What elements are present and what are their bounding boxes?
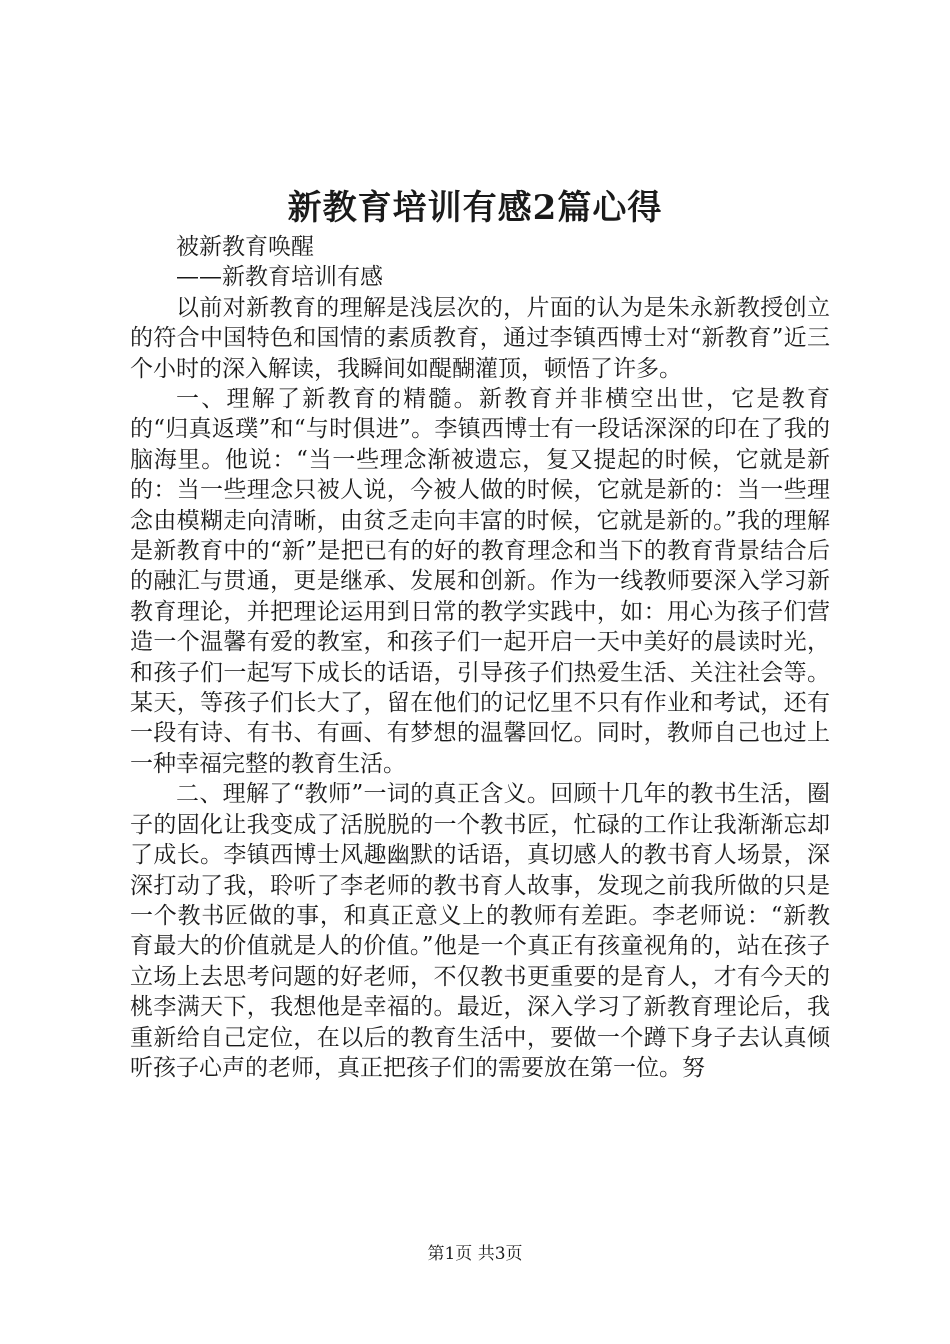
paragraph-list <box>130 293 830 1084</box>
document-heading: 被新教育唤醒 <box>176 234 314 260</box>
paragraph-3: 二、理解了“教师”一词的真正含义。回顾十几年的教书生活，圈子的固化让我变成了活脱脱的一个教书匠，忙碌的工作让我渐渐忘却了成长。李镇西博士风趣幽默的话语，真切感人的教书育人场景，深深打动了我，聆听了李老师的教书育人故事，发现之前我所做的只是一个教书匠做的事，和真正意义上的教师有差距。李老师说：“新教育最大的价值就是人的价值。”他是一个真正有孩童视角的，站在孩子立场上去思考问题的好老师，不仅教书更重要的是育人，才有今天的桃李满天下，我想他是幸福的。最近，深入学习了新教育理论后，我重新给自己定位，在以后的教育生活中，要做一个蹲下身子去认真倾听孩子心声的老师，真正把孩子们的需要放在第一位。努 <box>130 781 830 1081</box>
document-subheading: ——新教育培训有感 <box>176 264 383 291</box>
paragraph-1: 以前对新教育的理解是浅层次的，片面的认为是朱永新教授创立的符合中国特色和国情的素质教育，通过李镇西博士对“新教育”近三个小时的深入解读，我瞬间如醍醐灌顶，顿悟了许多。 <box>130 294 830 382</box>
page-number-footer: 第1页 共3页 <box>427 1244 523 1264</box>
document-title: 新教育培训有感2篇心得 <box>287 188 663 228</box>
paragraph-2: 一、理解了新教育的精髓。新教育并非横空出世，它是教育的“归真返璞”和“与时俱进”。李镇西博士有一段话深深的印在了我的脑海里。他说：“当一些理念渐被遗忘，复又提起的时候，它就是新的：当一些理念只被人说，今被人做的时候，它就是新的：当一些理念由模糊走向清晰，由贫乏走向丰富的时候，它就是新的。”我的理解是新教育中的“新”是把已有的好的教育理念和当下的教育背景结合后的融汇与贯通，更是继承、发展和创新。作为一线教师要深入学习新教育理论，并把理论运用到日常的教学实践中，如：用心为孩子们营造一个温馨有爱的教室，和孩子们一起开启一天中美好的晨读时光，和孩子们一起写下成长的话语，引导孩子们热爱生活、关注社会等。某天，等孩子们长大了，留在他们的记忆里不只有作业和考试，还有一段有诗、有书、有画、有梦想的温馨回忆。同时，教师自己也过上一种幸福完整的教育生活。 <box>130 386 830 777</box>
document-body <box>130 232 830 1083</box>
